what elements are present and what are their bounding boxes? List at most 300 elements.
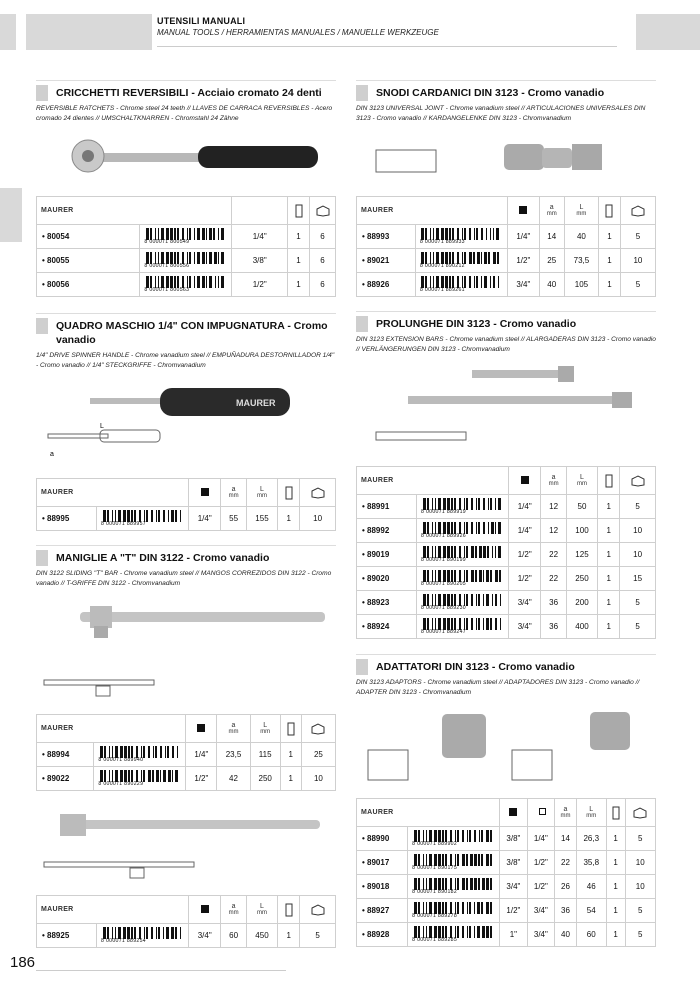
table-row (357, 827, 656, 851)
cell-size: 1/4" (507, 225, 539, 249)
item-code: • 88995 (37, 507, 97, 531)
barcode-number: 8 000071 889940 (98, 757, 144, 763)
item-code: • 88994 (37, 743, 94, 767)
cell-l: 125 (566, 543, 597, 567)
unit: mm (260, 729, 271, 735)
cell-l: 155 (246, 507, 277, 531)
table-row (357, 851, 656, 875)
barcode (417, 615, 509, 639)
col-l (566, 467, 597, 495)
barcode-number: 8 000071 889261 (419, 287, 465, 293)
item-code: • 80056 (37, 273, 140, 297)
cell-l: 105 (564, 273, 598, 297)
cell-q1: 1 (606, 923, 625, 947)
table-body (357, 495, 656, 639)
cell-a: 14 (539, 225, 564, 249)
cell-q1: 1 (598, 615, 620, 639)
barcode-number: 8 000071 890212 (419, 263, 465, 269)
cell-q2: 10 (300, 507, 336, 531)
cell-q1: 1 (606, 851, 625, 875)
pack-icon (599, 197, 621, 225)
header-tab (26, 14, 152, 50)
barcode (94, 743, 186, 767)
cell-a: 36 (555, 899, 577, 923)
cell-l: 54 (576, 899, 606, 923)
page-number: 186 (10, 954, 36, 971)
section-adaptors (356, 654, 656, 697)
cell-q1: 1 (606, 875, 625, 899)
cell-s1: 3/8" (500, 827, 527, 851)
barcode (408, 899, 500, 923)
unit: mm (576, 211, 587, 217)
cell-s2: 3/4" (527, 923, 554, 947)
box-icon (310, 197, 336, 225)
cell-q1: 1 (288, 273, 310, 297)
maurer-engraving: MAURER (236, 398, 276, 408)
section-universal-joint (356, 80, 656, 123)
brand-logo: MAURER (37, 479, 189, 507)
box-icon (620, 467, 656, 495)
side-tab (0, 188, 22, 242)
cell-q1: 1 (599, 249, 621, 273)
table-row (37, 225, 336, 249)
barcode (140, 249, 232, 273)
barcode (415, 225, 507, 249)
section-desc: DIN 3123 ADAPTORS - Chrome vanadium steel // ADAPTADORES DIN 3123 - Cromo vanadio // ADAPTER DIN 3123 - Chromvanadium (356, 679, 640, 696)
table-row (357, 495, 656, 519)
barcode (408, 827, 500, 851)
drive-in-icon (500, 799, 527, 827)
pack-icon (278, 896, 300, 924)
tbar-large-image (40, 806, 330, 886)
cell-a: 26 (555, 875, 577, 899)
cell-q2: 5 (620, 273, 655, 297)
item-code: • 89017 (357, 851, 408, 875)
table-joint (356, 196, 656, 297)
cell-size: 1/4" (186, 743, 217, 767)
dim-L: L (100, 423, 104, 430)
cell-q1: 1 (280, 743, 301, 767)
table-row (357, 519, 656, 543)
unit: mm (256, 493, 267, 499)
item-code: • 88924 (357, 615, 417, 639)
barcode-number: 8 000071 889933 (419, 239, 465, 245)
section-extensions (356, 311, 656, 354)
extension-image (372, 362, 652, 454)
table-adaptors (356, 798, 656, 947)
col-a-label: a (563, 806, 568, 813)
col-a (541, 467, 567, 495)
item-code: • 80054 (37, 225, 140, 249)
col-a-label: a (231, 722, 236, 729)
table-row (357, 591, 656, 615)
barcode-number: 8 000071 890229 (98, 781, 144, 787)
cell-q2: 10 (620, 543, 656, 567)
section-ratchets (36, 80, 336, 123)
item-code: • 89019 (357, 543, 417, 567)
cell-q2: 5 (625, 899, 655, 923)
table-row (357, 899, 656, 923)
unit: mm (228, 493, 239, 499)
col-l-label: L (579, 204, 584, 211)
ratchet-image (64, 136, 324, 184)
item-code: • 88992 (357, 519, 417, 543)
table-row (37, 273, 336, 297)
cell-l: 50 (566, 495, 597, 519)
cell-l: 450 (246, 924, 277, 948)
drive-icon (189, 896, 221, 924)
table-row (37, 249, 336, 273)
cell-size: 1/2" (232, 273, 288, 297)
table-row (37, 767, 336, 791)
pack-icon (598, 467, 620, 495)
cell-q1: 1 (598, 495, 620, 519)
cell-q1: 1 (598, 519, 620, 543)
cell-size: 1/4" (189, 507, 221, 531)
cell-q2: 5 (625, 923, 655, 947)
cell-size: 3/4" (507, 273, 539, 297)
unit: mm (256, 910, 267, 916)
box-icon (620, 197, 655, 225)
joint-image (372, 130, 652, 188)
footer-divider (36, 970, 286, 971)
header-divider (157, 46, 617, 47)
item-code: • 88928 (357, 923, 408, 947)
item-code: • 88927 (357, 899, 408, 923)
table-row (357, 273, 656, 297)
cell-q2: 5 (620, 225, 655, 249)
drive-icon (189, 479, 221, 507)
section-spinner (36, 313, 336, 370)
page-header-subtitle: MANUAL TOOLS / HERRAMIENTAS MANUALES / MANUELLE WERKZEUGE (157, 28, 439, 37)
table-row (357, 615, 656, 639)
cell-l: 60 (576, 923, 606, 947)
cell-q2: 10 (625, 875, 655, 899)
table-body (37, 924, 336, 948)
barcode (94, 767, 186, 791)
drive-icon (186, 715, 217, 743)
section-title: QUADRO MASCHIO 1/4" CON IMPUGNATURA - Cromo vanadio (56, 320, 328, 346)
cell-q2: 10 (620, 249, 655, 273)
cell-s2: 3/4" (527, 899, 554, 923)
table-row (357, 567, 656, 591)
barcode (408, 851, 500, 875)
barcode (417, 567, 509, 591)
barcode-number: 8 000071 889230 (421, 605, 466, 611)
box-icon (625, 799, 655, 827)
cell-a: 40 (539, 273, 564, 297)
cell-q2: 5 (620, 495, 656, 519)
pack-icon (278, 479, 300, 507)
barcode-number: 8 000071 889926 (421, 533, 466, 539)
brand-logo: MAURER (357, 197, 508, 225)
cell-q2: 5 (300, 924, 336, 948)
section-title: PROLUNGHE DIN 3123 - Cromo vanadio (376, 318, 577, 330)
barcode-number: 8 000071 889902 (412, 841, 458, 847)
cell-s1: 3/8" (500, 851, 527, 875)
adaptor-image (360, 700, 650, 792)
col-a-label: a (231, 903, 236, 910)
table-tbar-large (36, 895, 336, 948)
table-extensions (356, 466, 656, 639)
cell-l: 26,3 (576, 827, 606, 851)
cell-q2: 25 (301, 743, 335, 767)
cell-q1: 1 (278, 507, 300, 531)
barcode-number: 8 000071 890205 (421, 581, 466, 587)
barcode (417, 495, 509, 519)
cell-a: 12 (541, 519, 567, 543)
barcode-number: 8 000071 800563 (144, 287, 190, 293)
cell-a: 36 (541, 615, 567, 639)
cell-s1: 1" (500, 923, 527, 947)
barcode (408, 875, 500, 899)
brand-logo: MAURER (37, 715, 186, 743)
barcode (417, 591, 509, 615)
section-desc: REVERSIBLE RATCHETS - Chrome steel 24 teeth // LLAVES DE CARRACA REVERSIBLES - Acero cromado 24 dientes // UMSCHALTKNARREN - Chromstahl 24 Zähne (36, 105, 333, 122)
barcode-number: 8 000071 889919 (421, 509, 466, 515)
cell-s2: 1/2" (527, 875, 554, 899)
section-desc: DIN 3123 UNIVERSAL JOINT - Chrome vanadium steel // ARTICULACIONES UNIVERSALES DIN 3123 - Cromo vanadio // KARDANGELENKE DIN 3123 - Chromvanadium (356, 105, 646, 122)
unit: mm (228, 910, 239, 916)
header-tab-right (636, 14, 700, 50)
unit: mm (546, 211, 557, 217)
brand-logo: MAURER (37, 896, 189, 924)
barcode (415, 273, 507, 297)
cell-l: 200 (566, 591, 597, 615)
box-icon (300, 479, 336, 507)
cell-size: 1/4" (232, 225, 288, 249)
barcode (97, 924, 189, 948)
section-tbar (36, 545, 336, 588)
table-row (37, 507, 336, 531)
col-l-label: L (263, 722, 268, 729)
table-tbar (36, 714, 336, 791)
cell-l: 115 (250, 743, 280, 767)
unit: mm (228, 729, 239, 735)
barcode-number: 8 000071 890199 (421, 557, 466, 563)
barcode-number: 8 000071 889247 (421, 629, 466, 635)
table-row (37, 924, 336, 948)
cell-size: 3/8" (232, 249, 288, 273)
table-row (37, 743, 336, 767)
table-row (357, 249, 656, 273)
cell-q2: 10 (620, 519, 656, 543)
barcode (417, 543, 509, 567)
section-desc: DIN 3122 SLIDING "T" BAR - Chrome vanadium steel // MANGOS CORREZIDOS DIN 3122 - Cromo vanadio // T-GRIFFE DIN 3122 - Chromvanadium (36, 570, 332, 587)
box-icon (301, 715, 335, 743)
cell-q1: 1 (606, 899, 625, 923)
barcode (140, 273, 232, 297)
table-body (357, 827, 656, 947)
item-code: • 88993 (357, 225, 416, 249)
unit: mm (548, 481, 559, 487)
cell-s1: 1/2" (500, 899, 527, 923)
barcode-number: 8 000071 890182 (412, 889, 458, 895)
cell-a: 42 (217, 767, 250, 791)
cell-l: 250 (566, 567, 597, 591)
table-row (357, 875, 656, 899)
cell-l: 46 (576, 875, 606, 899)
cell-s2: 1/4" (527, 827, 554, 851)
cell-s2: 1/2" (527, 851, 554, 875)
col-a (217, 715, 250, 743)
cell-a: 22 (555, 851, 577, 875)
barcode-number: 8 000071 889285 (412, 937, 458, 943)
barcode-number: 8 000071 800549 (144, 239, 190, 245)
col-l-label: L (260, 903, 264, 910)
col-l (576, 799, 606, 827)
barcode (97, 507, 189, 531)
table-row (357, 923, 656, 947)
item-code: • 88926 (357, 273, 416, 297)
cell-a: 12 (541, 495, 567, 519)
pack-icon (606, 799, 625, 827)
pack-icon (288, 197, 310, 225)
unit: mm (576, 481, 587, 487)
cell-a: 25 (539, 249, 564, 273)
drive-icon (509, 467, 541, 495)
table-body (37, 507, 336, 531)
barcode (415, 249, 507, 273)
table-row (357, 225, 656, 249)
dim-a: a (50, 451, 54, 458)
section-desc: DIN 3123 EXTENSION BARS - Chrome vanadium steel // ALARGADERAS DIN 3123 - Cromo vanadio // VERLÄNGERUNGEN DIN 3123 - Chromvanadium (356, 336, 656, 353)
cell-q1: 1 (599, 273, 621, 297)
col-l (250, 715, 280, 743)
cell-a: 22 (541, 567, 567, 591)
cell-a: 55 (221, 507, 247, 531)
brand-logo: MAURER (357, 799, 500, 827)
col-a-label: a (231, 486, 236, 493)
cell-q2: 6 (310, 273, 336, 297)
barcode-number: 8 000071 800556 (144, 263, 190, 269)
brand-logo: MAURER (357, 467, 509, 495)
barcode-number: 8 000071 889254 (101, 938, 146, 944)
cell-q2: 5 (625, 827, 655, 851)
item-code: • 89022 (37, 767, 94, 791)
cell-a: 36 (541, 591, 567, 615)
cell-q1: 1 (598, 543, 620, 567)
cell-l: 250 (250, 767, 280, 791)
cell-size: 1/4" (509, 519, 541, 543)
cell-q2: 10 (301, 767, 335, 791)
unit: mm (586, 813, 597, 819)
item-code: • 88925 (37, 924, 97, 948)
cell-l: 40 (564, 225, 598, 249)
cell-s1: 3/4" (500, 875, 527, 899)
table-body (37, 225, 336, 297)
col-l-label: L (260, 486, 264, 493)
box-icon (300, 896, 336, 924)
item-code: • 80055 (37, 249, 140, 273)
spinner-image (40, 380, 300, 464)
barcode-number: 8 000071 890175 (412, 865, 458, 871)
drive-out-icon (527, 799, 554, 827)
cell-size: 1/2" (509, 567, 541, 591)
unit: mm (560, 813, 571, 819)
cell-a: 14 (555, 827, 577, 851)
col-l-label: L (589, 806, 594, 813)
col-a (555, 799, 577, 827)
cell-q1: 1 (606, 827, 625, 851)
cell-size: 3/4" (509, 591, 541, 615)
cell-a: 40 (555, 923, 577, 947)
col-a (221, 479, 247, 507)
cell-q1: 1 (288, 225, 310, 249)
cell-l: 100 (566, 519, 597, 543)
cell-q1: 1 (598, 567, 620, 591)
section-desc: 1/4" DRIVE SPINNER HANDLE - Chrome vanadium steel // EMPUÑADURA DESTORNILLADOR 1/4" - Cromo vanadio // 1/4" STECKGRIFFE - Chromvanadium (36, 352, 335, 369)
col-l (564, 197, 598, 225)
barcode (408, 923, 500, 947)
pack-icon (280, 715, 301, 743)
cell-q2: 5 (620, 615, 656, 639)
cell-a: 22 (541, 543, 567, 567)
cell-l: 35,8 (576, 851, 606, 875)
cell-q2: 6 (310, 249, 336, 273)
item-code: • 89020 (357, 567, 417, 591)
corner-tab (0, 14, 16, 50)
col-a-label: a (549, 204, 554, 211)
cell-q1: 1 (598, 591, 620, 615)
col-l-label: L (580, 474, 584, 481)
col-a-label: a (551, 474, 556, 481)
drive-icon (507, 197, 539, 225)
brand-logo: MAURER (37, 197, 232, 225)
cell-q2: 10 (625, 851, 655, 875)
barcode-number: 8 000071 889957 (101, 521, 146, 527)
col-l (246, 896, 277, 924)
item-code: • 88990 (357, 827, 408, 851)
cell-q1: 1 (288, 249, 310, 273)
cell-q1: 1 (599, 225, 621, 249)
cell-a: 23,5 (217, 743, 250, 767)
item-code: • 89021 (357, 249, 416, 273)
cell-q2: 6 (310, 225, 336, 249)
cell-l: 73,5 (564, 249, 598, 273)
cell-a: 60 (221, 924, 247, 948)
col-a (221, 896, 247, 924)
tbar-image (40, 598, 330, 708)
cell-l: 400 (566, 615, 597, 639)
barcode (140, 225, 232, 249)
col-l (246, 479, 277, 507)
table-spinner (36, 478, 336, 531)
section-title: MANIGLIE A "T" DIN 3122 - Cromo vanadio (56, 552, 270, 564)
cell-size: 1/2" (507, 249, 539, 273)
barcode (417, 519, 509, 543)
item-code: • 88991 (357, 495, 417, 519)
cell-size: 1/2" (186, 767, 217, 791)
cell-size: 1/4" (509, 495, 541, 519)
cell-q1: 1 (278, 924, 300, 948)
table-body (37, 743, 336, 791)
cell-q2: 15 (620, 567, 656, 591)
table-body (357, 225, 656, 297)
section-title: SNODI CARDANICI DIN 3123 - Cromo vanadio (376, 87, 605, 99)
cell-size: 3/4" (189, 924, 221, 948)
item-code: • 88923 (357, 591, 417, 615)
page-header-title: UTENSILI MANUALI (157, 16, 246, 26)
cell-q2: 5 (620, 591, 656, 615)
cell-size: 1/2" (509, 543, 541, 567)
cell-size: 3/4" (509, 615, 541, 639)
section-title: CRICCHETTI REVERSIBILI - Acciaio cromato 24 denti (56, 87, 322, 99)
section-title: ADATTATORI DIN 3123 - Cromo vanadio (376, 661, 575, 673)
table-ratchets (36, 196, 336, 297)
cell-q1: 1 (280, 767, 301, 791)
col-a (539, 197, 564, 225)
